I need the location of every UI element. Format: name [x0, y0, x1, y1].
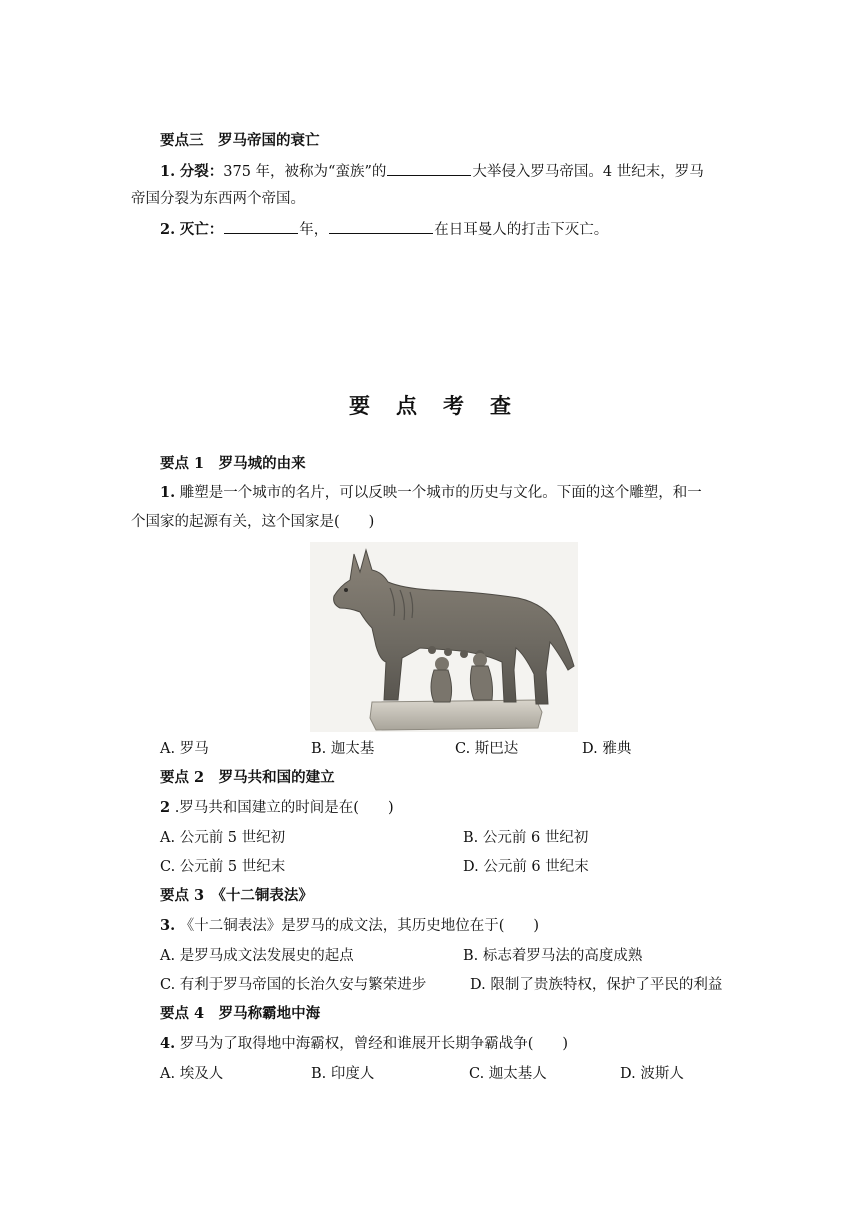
q2-option-b[interactable]: B. 公元前 6 世纪初	[463, 830, 589, 846]
fill-blank	[387, 160, 471, 176]
exam-title: 要点考查	[349, 393, 537, 418]
q4-option-b[interactable]: B. 印度人	[311, 1066, 375, 1082]
item-2-number: 2.	[160, 221, 176, 238]
fill-blank	[224, 218, 298, 234]
q2-option-a[interactable]: A. 公元前 5 世纪初	[160, 830, 286, 846]
item-2-text-a: 年，	[299, 222, 329, 238]
q3-option-d[interactable]: D. 限制了贵族特权，保护了平民的利益	[470, 977, 723, 993]
q4-number: 4.	[160, 1035, 176, 1052]
item-1-text-b: 大举侵入罗马帝国。4 世纪末，罗马	[472, 164, 704, 180]
item-1-line-2: 帝国分裂为东西两个帝国。	[131, 191, 305, 207]
item-2-label: 灭亡：	[179, 221, 224, 238]
q3-line	[160, 916, 539, 936]
capitoline-wolf-image	[310, 542, 578, 732]
q3-option-b[interactable]: B. 标志着罗马法的高度成熟	[463, 948, 643, 964]
q4-text: 罗马为了取得地中海霸权，曾经和谁展开长期争霸战争( )	[179, 1036, 569, 1052]
q1-option-a[interactable]: A. 罗马	[160, 741, 209, 757]
q1-line-1	[160, 483, 702, 503]
item-2-text-b: 在日耳曼人的打击下灭亡。	[434, 222, 609, 238]
q3-option-a[interactable]: A. 是罗马成文法发展史的起点	[160, 948, 354, 964]
item-1-text-a: 375 年，被称为“蛮族”的	[223, 164, 387, 180]
q2-text: .罗马共和国建立的时间是在( )	[170, 800, 394, 816]
q2-line	[160, 798, 394, 818]
q3-text: 《十二铜表法》是罗马的成文法，其历史地位在于( )	[179, 918, 540, 934]
q4-option-a[interactable]: A. 埃及人	[160, 1066, 224, 1082]
q1-option-b[interactable]: B. 迦太基	[311, 741, 375, 757]
q4-option-d[interactable]: D. 波斯人	[620, 1066, 684, 1082]
q3-heading: 要点 3 《十二铜表法》	[160, 887, 313, 904]
q1-line-2: 个国家的起源有关，这个国家是( )	[131, 514, 375, 530]
fill-blank	[329, 218, 433, 234]
q2-heading: 要点 2 罗马共和国的建立	[160, 769, 335, 786]
q2-option-c[interactable]: C. 公元前 5 世纪末	[160, 859, 286, 875]
section-heading: 要点三 罗马帝国的衰亡	[160, 132, 320, 149]
q2-option-d[interactable]: D. 公元前 6 世纪末	[463, 859, 589, 875]
q4-option-c[interactable]: C. 迦太基人	[469, 1066, 547, 1082]
item-1-line-1	[160, 160, 704, 182]
q4-heading: 要点 4 罗马称霸地中海	[160, 1005, 321, 1022]
q2-number: 2	[160, 799, 171, 816]
item-1-label: 分裂：	[179, 163, 224, 180]
q4-line	[160, 1034, 568, 1054]
q1-text-a: 雕塑是一个城市的名片，可以反映一个城市的历史与文化。下面的这个雕塑，和一	[179, 485, 702, 501]
q1-number: 1.	[160, 484, 176, 501]
item-2-line	[160, 218, 608, 240]
item-1-number: 1.	[160, 163, 176, 180]
q1-option-d[interactable]: D. 雅典	[582, 741, 632, 757]
q1-option-c[interactable]: C. 斯巴达	[455, 741, 519, 757]
q3-number: 3.	[160, 917, 176, 934]
q3-option-c[interactable]: C. 有利于罗马帝国的长治久安与繁荣进步	[160, 977, 427, 993]
q1-heading: 要点 1 罗马城的由来	[160, 455, 306, 472]
